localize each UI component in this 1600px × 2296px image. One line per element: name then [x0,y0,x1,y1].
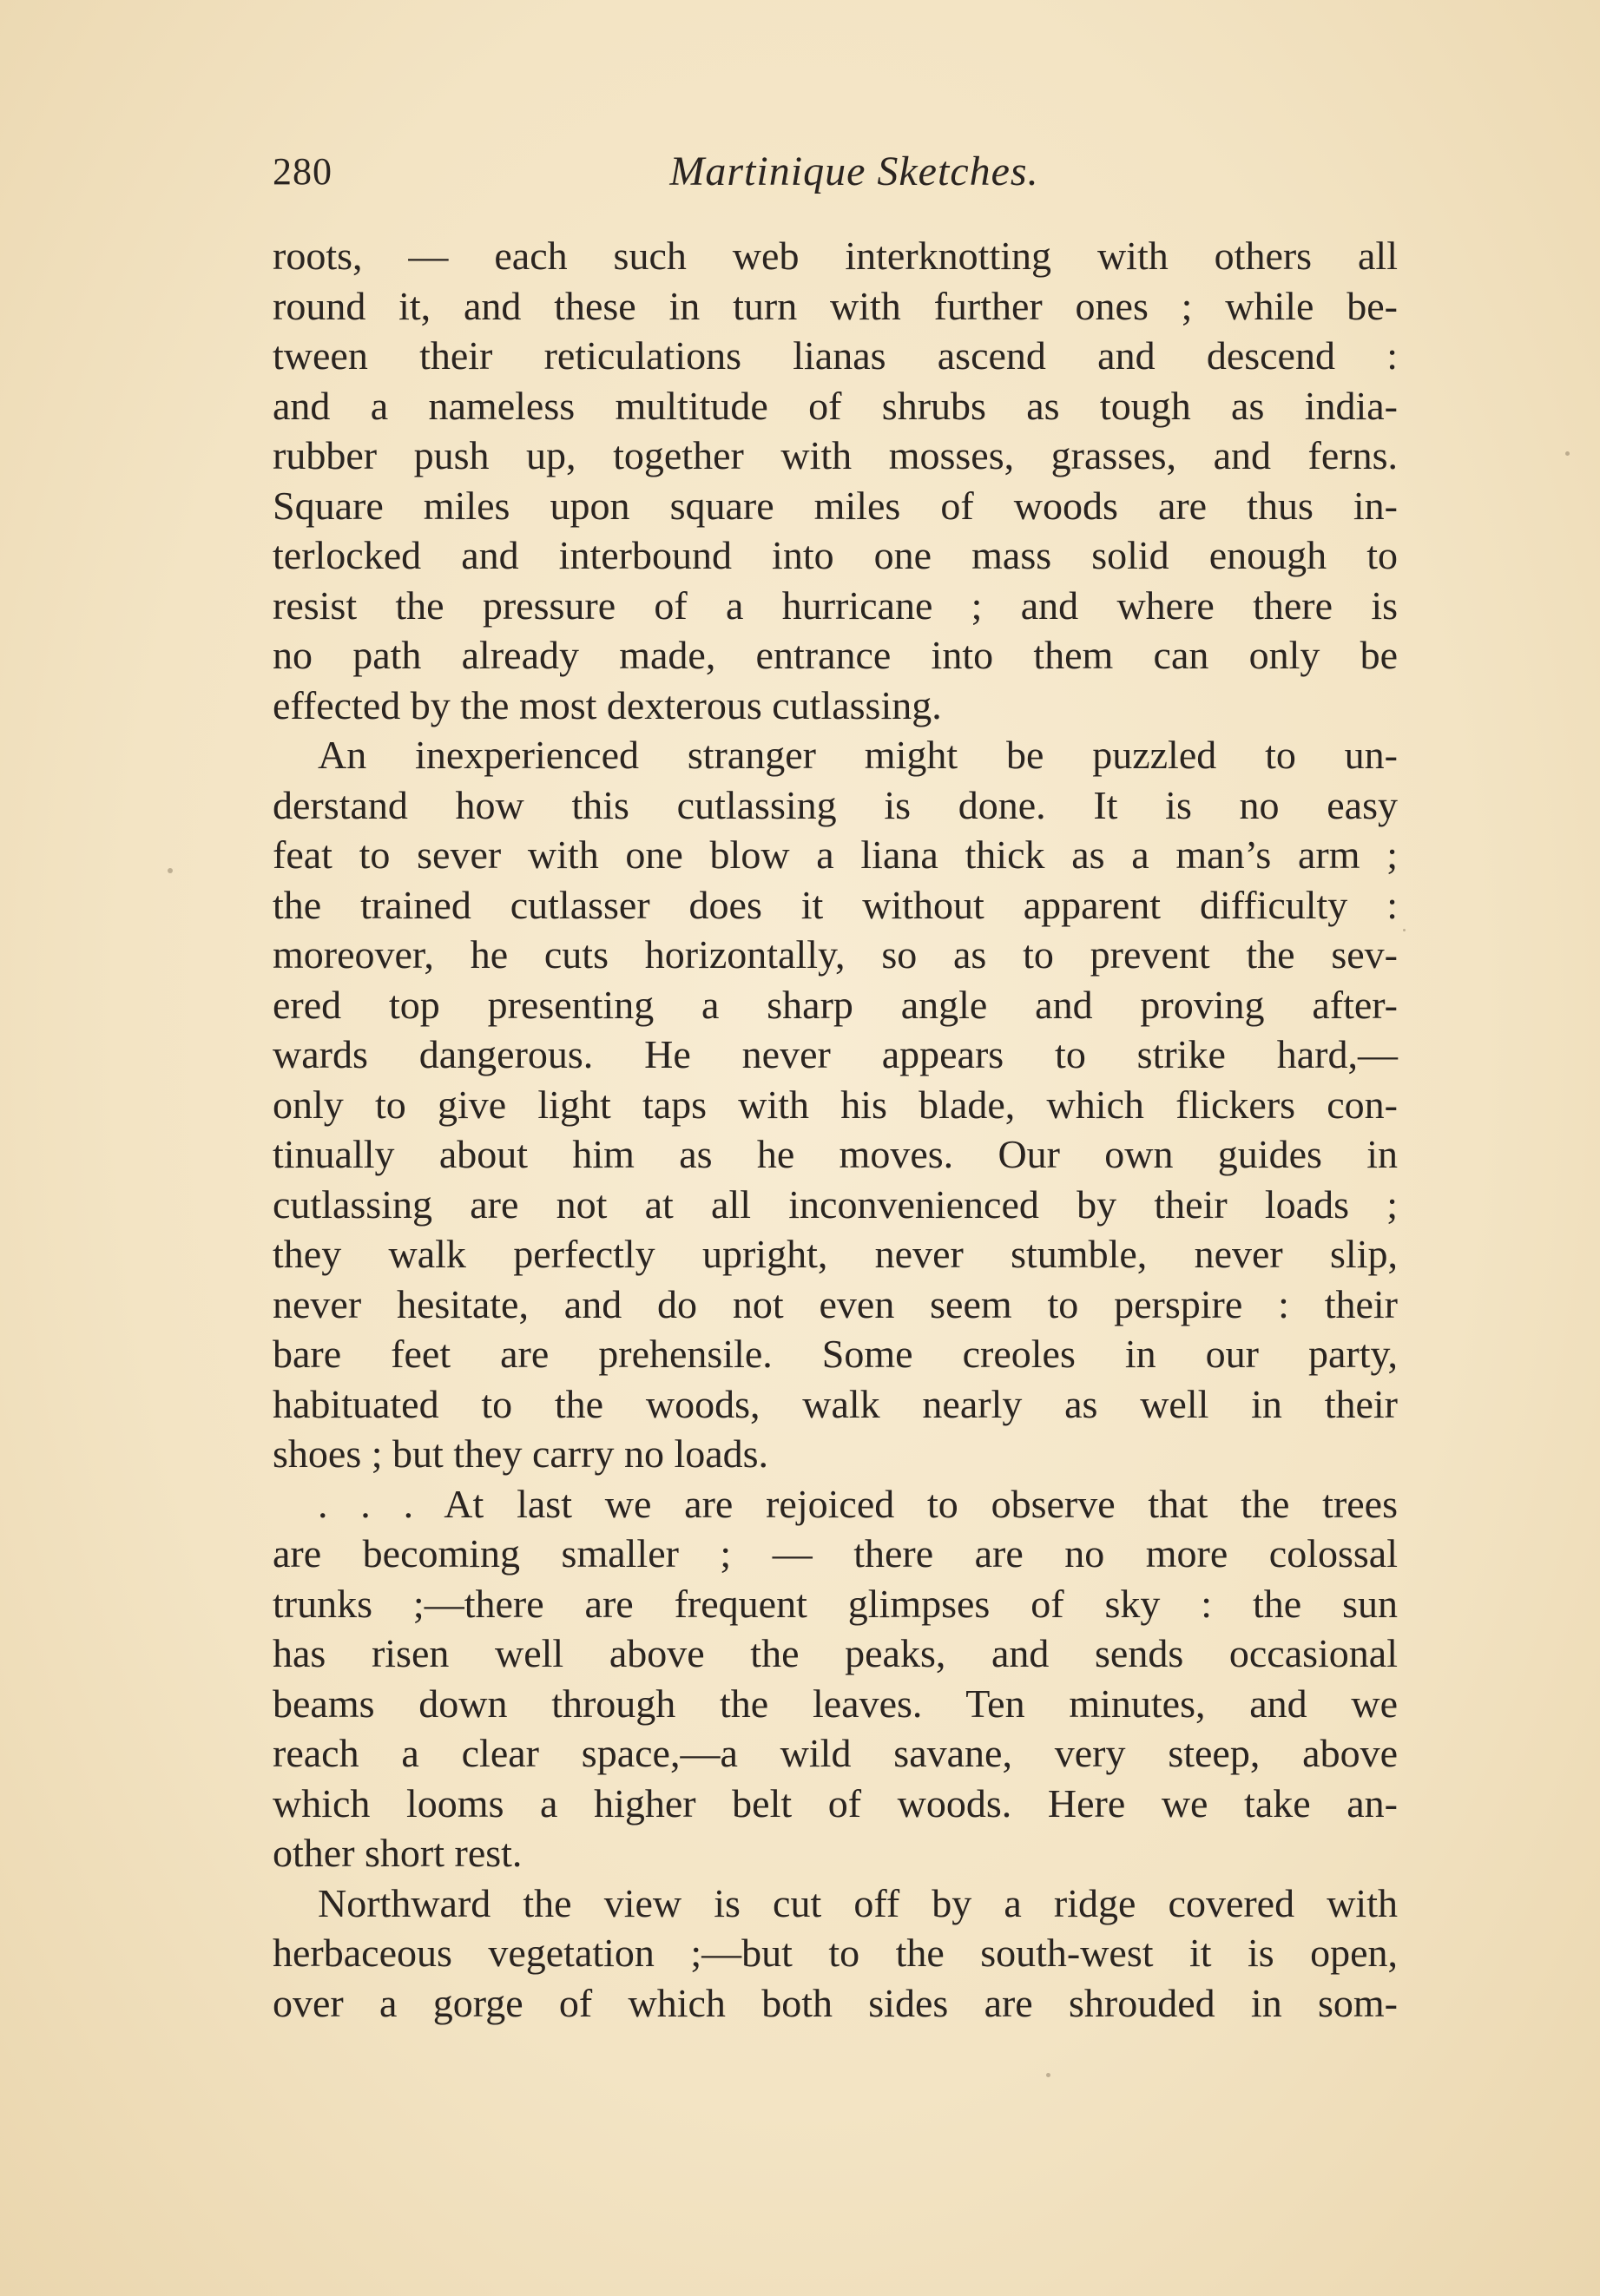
text-line: Square miles upon square miles of woods are thus in- [273,483,1398,528]
text-line: over a gorge of which both sides are shrouded in som- [273,1980,1398,2025]
paper-speck [1046,2073,1050,2077]
running-title: Martinique Sketches. [669,148,1039,194]
page-header [273,146,1410,198]
text-line: . . . At last we are rejoiced to observe that the trees [318,1481,1398,1526]
text-line: the trained cutlasser does it without apparent difficulty : [273,882,1398,927]
text-line: tinually about him as he moves. Our own guides in [273,1132,1398,1176]
text-line: moreover, he cuts horizontally, so as to prevent the sev- [273,932,1398,977]
text-line: bare feet are prehensile. Some creoles in our party, [273,1332,1398,1376]
text-line: roots, — each such web interknotting with others all [273,234,1398,278]
text-line: tween their reticulations lianas ascend and descend : [273,333,1398,378]
paper-speck [168,868,173,873]
text-line: and a nameless multitude of shrubs as tough as india- [273,383,1398,428]
text-line: feat to sever with one blow a liana thick as a man’s arm ; [273,832,1398,877]
text-line: terlocked and interbound into one mass solid enough to [273,533,1398,577]
text-line: resist the pressure of a hurricane ; and where there is [273,582,1398,628]
text-line: rubber push up, together with mosses, grasses, and ferns. [273,433,1398,477]
text-line: herbaceous vegetation ;—but to the south-west it is open, [273,1931,1398,1975]
paper-speck [1403,929,1406,931]
text-line: has risen well above the peaks, and sends occasional [273,1631,1398,1675]
text-line: round it, and these in turn with further ones ; while be- [273,283,1398,328]
text-line: trunks ;—there are frequent glimpses of sky : the sun [273,1581,1398,1626]
text-line: other short rest. [273,1831,523,1875]
text-line: no path already made, entrance into them can only be [273,633,1398,677]
text-line: Northward the view is cut off by a ridge covered with [318,1880,1398,1925]
text-line: derstand how this cutlassing is done. It is no easy [273,782,1398,827]
text-line: beams down through the leaves. Ten minutes, and we [273,1681,1398,1726]
page-number: 280 [273,150,333,193]
paper-speck [1565,451,1570,456]
text-line: ered top presenting a sharp angle and proving after- [273,982,1398,1027]
text-line: cutlassing are not at all inconvenienced by their loads ; [273,1181,1398,1227]
text-line: are becoming smaller ; — there are no more colossal [273,1531,1398,1576]
text-line: only to give light taps with his blade, which flickers con- [273,1082,1398,1127]
text-line: An inexperienced stranger might be puzzled to un- [318,733,1398,777]
text-line: effected by the most dexterous cutlassing. [273,682,942,727]
text-line: reach a clear space,—a wild savane, very steep, above [273,1731,1398,1775]
text-line: wards dangerous. He never appears to strike hard,— [273,1032,1398,1076]
text-line: they walk perfectly upright, never stumble, never slip, [273,1232,1398,1276]
text-line: habituated to the woods, walk nearly as well in their [273,1381,1398,1426]
text-line: shoes ; but they carry no loads. [273,1431,769,1476]
text-line: never hesitate, and do not even seem to perspire : their [273,1281,1398,1326]
text-line: which looms a higher belt of woods. Here we take an- [273,1780,1398,1826]
body-text [273,231,1398,2028]
